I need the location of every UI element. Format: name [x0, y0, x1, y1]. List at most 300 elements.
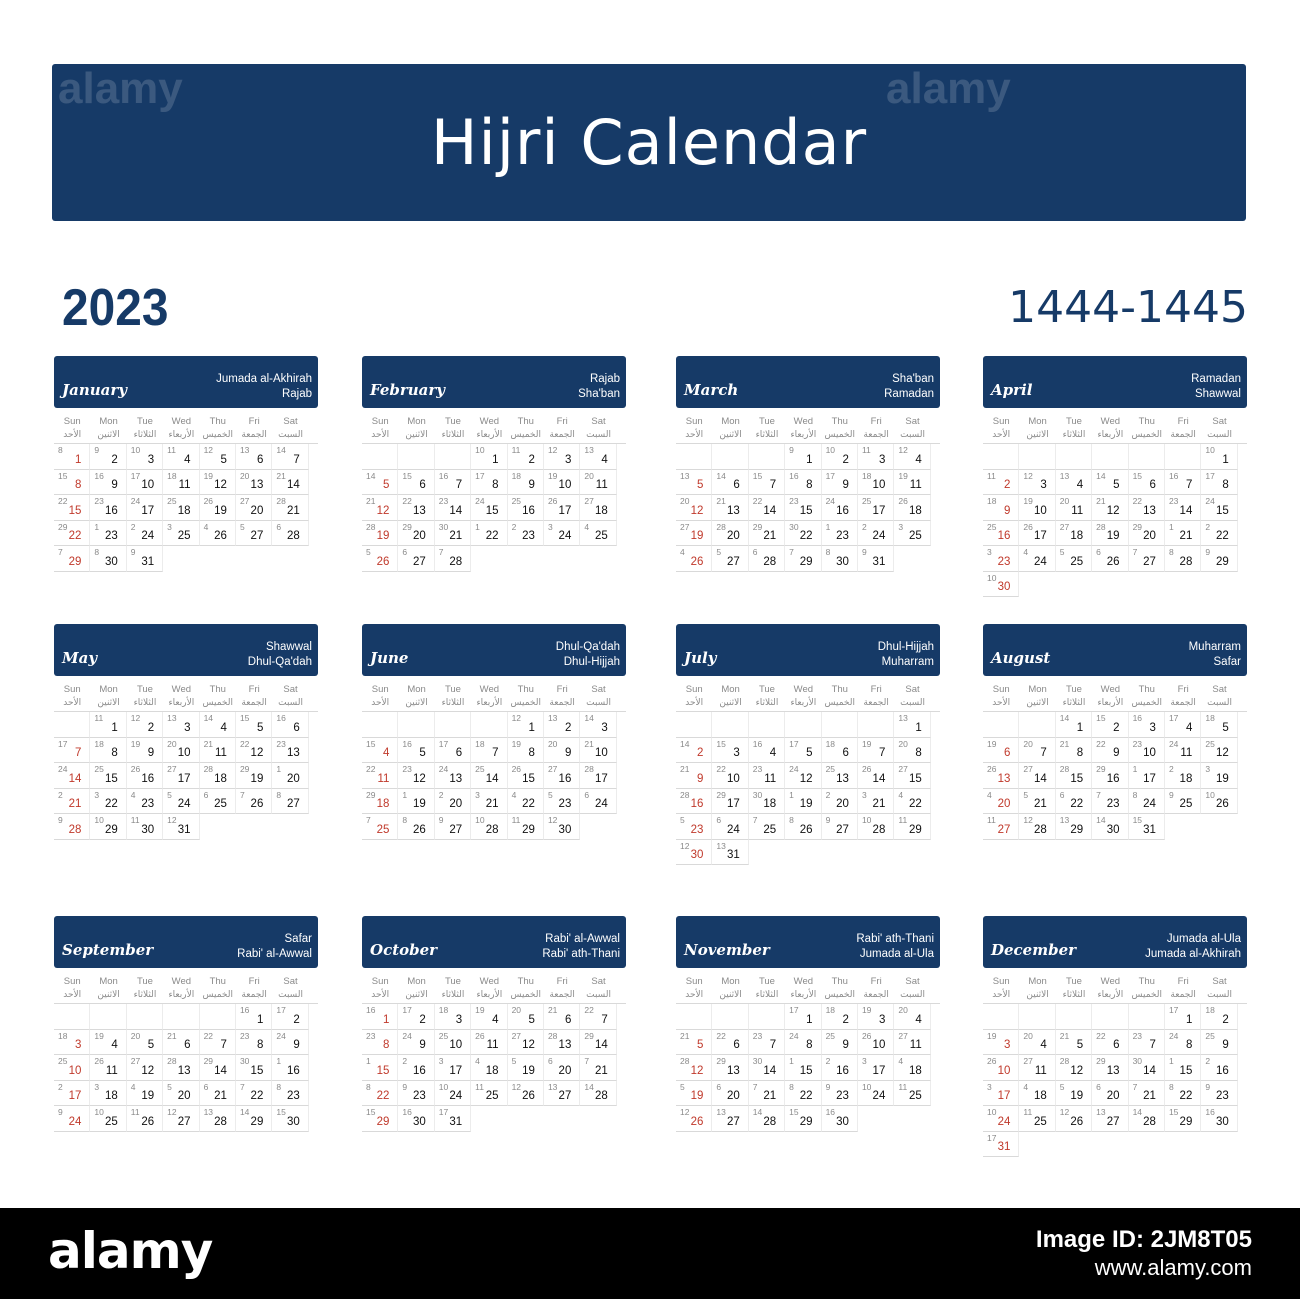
hijri-day-number: 13 — [547, 713, 558, 723]
hijri-day-number: 24 — [1168, 738, 1179, 749]
title-banner — [52, 64, 1246, 221]
hijri-day-number: 3 — [547, 521, 553, 532]
hijri-day-number: 28 — [680, 1056, 690, 1066]
hijri-day-number: 25 — [825, 1030, 836, 1041]
hijri-day-number: 3 — [861, 789, 867, 800]
day-cell — [90, 495, 126, 521]
weekday-label-arabic: السبت — [1207, 698, 1232, 708]
gregorian-day-number: 13 — [412, 504, 426, 517]
gregorian-day-number: 1 — [256, 1013, 264, 1026]
weekday-label-arabic: الأحد — [992, 430, 1011, 440]
month-header — [983, 916, 1247, 968]
hijri-month-names — [248, 640, 312, 670]
hijri-day-number: 20 — [130, 1030, 141, 1041]
hijri-day-number: 3 — [987, 547, 992, 557]
day-cell — [398, 1030, 434, 1056]
weekday-label-arabic: الخميس — [510, 698, 541, 708]
day-cell — [236, 789, 272, 815]
hijri-day-number: 22 — [584, 1005, 594, 1015]
day-cell — [272, 789, 308, 815]
day-cell — [1165, 470, 1201, 496]
hijri-day-number: 27 — [547, 764, 558, 774]
weekday-label-arabic: السبت — [900, 990, 925, 1000]
day-cell — [508, 495, 544, 521]
gregorian-day-number: 13 — [558, 1039, 572, 1051]
empty-day-cell — [858, 712, 894, 738]
gregorian-day-number: 22 — [68, 530, 82, 542]
month-july — [676, 624, 940, 865]
weekday-label: Sat — [905, 684, 920, 695]
weekday-label-arabic: السبت — [1207, 430, 1232, 440]
weekday-label-arabic: الجمعة — [549, 990, 575, 1000]
gregorian-day-number: 11 — [909, 479, 922, 491]
gregorian-day-number: 11 — [105, 1064, 118, 1077]
hijri-day-number: 8 — [366, 1081, 371, 1092]
gregorian-day-number: 11 — [1180, 747, 1193, 759]
day-cell — [54, 495, 90, 521]
day-cell — [894, 1004, 930, 1030]
hijri-day-number: 16 — [825, 1107, 836, 1117]
day-cell — [54, 1081, 90, 1107]
hijri-day-number: 14 — [203, 713, 214, 723]
weekday-label-arabic: الأحد — [992, 990, 1011, 1000]
weekday-header-arabic — [362, 695, 626, 712]
gregorian-day-number: 29 — [1179, 1115, 1193, 1128]
gregorian-day-number: 26 — [690, 1115, 704, 1128]
day-cell — [580, 495, 616, 521]
weekday-label: Sat — [905, 416, 920, 427]
day-cell — [435, 738, 471, 764]
gregorian-day-number: 3 — [1003, 1039, 1011, 1051]
day-cell — [398, 789, 434, 815]
weekday-label: Wed — [479, 684, 500, 695]
day-cell — [1165, 1004, 1201, 1030]
hijri-day-number: 22 — [752, 496, 763, 506]
hijri-month-name: Safar — [1213, 656, 1241, 668]
gregorian-day-number: 23 — [690, 823, 704, 836]
day-cell — [1056, 1030, 1092, 1056]
gregorian-day-number: 23 — [104, 530, 118, 542]
weekday-label-arabic: الثلاثاء — [441, 430, 465, 440]
hijri-day-number: 24 — [402, 1030, 412, 1041]
hijri-day-number: 9 — [130, 547, 136, 557]
hijri-day-number: 4 — [898, 789, 904, 800]
day-cell — [1129, 814, 1165, 840]
day-cell — [1092, 1055, 1128, 1081]
gregorian-day-number: 16 — [141, 772, 155, 785]
hijri-day-number: 15 — [752, 470, 763, 481]
gregorian-day-number: 2 — [528, 453, 535, 466]
hijri-day-number: 4 — [584, 521, 590, 532]
day-cell — [822, 1081, 858, 1107]
gregorian-day-number: 4 — [915, 1013, 922, 1026]
hijri-day-number: 12 — [680, 840, 690, 851]
day-cell — [362, 1081, 398, 1107]
day-cell — [1092, 1081, 1128, 1107]
hijri-day-number: 25 — [511, 496, 522, 506]
hijri-day-number: 30 — [752, 1056, 763, 1066]
weekday-label-arabic: الاثنين — [1026, 430, 1049, 440]
weekday-label-arabic: الجمعة — [1170, 990, 1196, 1000]
hijri-month-names — [216, 372, 312, 402]
gregorian-day-number: 22 — [1215, 530, 1229, 542]
empty-day-cell — [362, 712, 398, 738]
hijri-day-number: 26 — [861, 1030, 872, 1041]
day-cell — [580, 1081, 616, 1107]
gregorian-day-number: 29 — [250, 1115, 264, 1128]
gregorian-day-number: 1 — [528, 721, 535, 734]
day-cell — [1056, 738, 1092, 764]
hijri-day-number: 3 — [167, 521, 172, 532]
day-cell — [127, 738, 163, 764]
day-cell — [1092, 1030, 1128, 1056]
day-cell — [785, 789, 821, 815]
empty-day-cell — [398, 444, 434, 470]
day-cell — [858, 495, 894, 521]
gregorian-day-number: 24 — [594, 798, 608, 810]
gregorian-day-number: 11 — [178, 479, 191, 491]
gregorian-day-number: 23 — [522, 530, 535, 542]
day-cell — [435, 1030, 471, 1056]
hijri-day-number: 20 — [511, 1005, 522, 1015]
day-cell — [435, 495, 471, 521]
day-cell — [200, 470, 236, 496]
empty-day-cell — [712, 444, 748, 470]
hijri-day-number: 7 — [752, 1081, 758, 1092]
hijri-day-number: 23 — [94, 496, 104, 506]
weekday-label-arabic: الثلاثاء — [133, 990, 157, 1000]
gregorian-day-number: 27 — [177, 1115, 191, 1128]
day-cell — [749, 1106, 785, 1132]
hijri-day-number: 16 — [752, 738, 763, 749]
watermark: alamy — [58, 64, 183, 113]
weekday-label-arabic: الثلاثاء — [441, 698, 465, 708]
hijri-month-name: Rabi' al-Awwal — [545, 933, 620, 945]
gregorian-day-number: 17 — [872, 504, 886, 517]
day-cell — [54, 738, 90, 764]
hijri-month-name: Dhul-Qa'dah — [247, 656, 312, 668]
hijri-day-number: 18 — [825, 738, 836, 749]
hijri-day-number: 5 — [716, 547, 722, 557]
weekday-label: Sat — [283, 976, 298, 987]
day-cell — [822, 814, 858, 840]
hijri-day-number: 30 — [1132, 1056, 1143, 1066]
weekday-label: Tue — [136, 684, 153, 695]
gregorian-day-number: 3 — [147, 453, 155, 466]
weekday-label-arabic: الاثنين — [719, 698, 742, 708]
hijri-day-number: 29 — [366, 789, 376, 800]
day-cell — [236, 1004, 272, 1030]
gregorian-day-number: 12 — [376, 504, 390, 517]
day-cell — [1092, 738, 1128, 764]
hijri-day-number: 27 — [898, 1030, 908, 1041]
day-cell — [398, 1004, 434, 1030]
weekday-label-arabic: الاثنين — [1026, 990, 1049, 1000]
gregorian-day-number: 16 — [1106, 772, 1120, 785]
weekday-label-arabic: الاثنين — [97, 698, 120, 708]
gregorian-day-number: 4 — [769, 747, 777, 759]
gregorian-day-number: 26 — [799, 823, 813, 836]
day-cell — [163, 789, 199, 815]
hijri-day-number: 20 — [1059, 496, 1070, 506]
weekday-label: Sun — [63, 976, 81, 987]
gregorian-day-number: 11 — [909, 1039, 922, 1051]
day-grid — [362, 712, 626, 840]
hijri-years: 1444-1445 — [1008, 282, 1248, 333]
gregorian-day-number: 15 — [799, 504, 813, 517]
day-cell — [1019, 546, 1055, 572]
empty-day-cell — [676, 712, 712, 738]
month-name: September — [62, 941, 154, 959]
hijri-day-number: 17 — [789, 1005, 799, 1015]
day-cell — [236, 1106, 272, 1132]
hijri-day-number: 28 — [584, 764, 594, 774]
hijri-day-number: 6 — [716, 815, 722, 825]
day-cell — [163, 521, 199, 547]
gregorian-day-number: 6 — [564, 1013, 572, 1026]
hijri-day-number: 16 — [789, 470, 799, 481]
gregorian-day-number: 10 — [872, 1039, 886, 1051]
day-cell — [749, 814, 785, 840]
weekday-label-arabic: الثلاثاء — [755, 698, 779, 708]
day-cell — [127, 789, 163, 815]
gregorian-day-number: 4 — [220, 721, 227, 734]
day-cell — [1201, 763, 1237, 789]
gregorian-day-number: 2 — [293, 1013, 300, 1026]
gregorian-day-number: 28 — [872, 823, 886, 836]
gregorian-day-number: 25 — [1033, 1115, 1047, 1128]
gregorian-day-number: 11 — [764, 772, 777, 785]
weekday-label-arabic: السبت — [900, 698, 925, 708]
gregorian-day-number: 5 — [220, 453, 227, 466]
weekday-label: Tue — [758, 684, 775, 695]
day-cell — [508, 738, 544, 764]
gregorian-day-number: 10 — [594, 747, 608, 759]
hijri-day-number: 8 — [1168, 547, 1174, 557]
day-cell — [1056, 712, 1092, 738]
day-cell — [163, 712, 199, 738]
hijri-day-number: 25 — [1205, 1030, 1215, 1041]
day-cell — [858, 470, 894, 496]
hijri-day-number: 11 — [898, 815, 908, 825]
hijri-day-number: 29 — [584, 1030, 594, 1041]
day-cell — [822, 546, 858, 572]
weekday-label-arabic: الأحد — [992, 698, 1011, 708]
day-cell — [398, 763, 434, 789]
weekday-label-arabic: الجمعة — [241, 990, 267, 1000]
hijri-day-number: 20 — [1023, 738, 1033, 749]
gregorian-day-number: 29 — [104, 823, 118, 836]
empty-day-cell — [163, 1004, 199, 1030]
gregorian-day-number: 16 — [836, 504, 849, 517]
hijri-day-number: 1 — [1168, 521, 1174, 532]
hijri-day-number: 26 — [130, 764, 141, 774]
weekday-label-arabic: السبت — [278, 430, 303, 440]
day-cell — [127, 521, 163, 547]
day-cell — [1019, 738, 1055, 764]
hijri-day-number: 2 — [58, 789, 63, 800]
hijri-day-number: 17 — [475, 470, 485, 481]
hijri-day-number: 23 — [239, 1030, 250, 1041]
day-cell — [200, 738, 236, 764]
hijri-day-number: 6 — [1059, 789, 1065, 800]
gregorian-day-number: 7 — [601, 1013, 608, 1026]
day-cell — [858, 546, 894, 572]
gregorian-day-number: 22 — [104, 798, 118, 810]
day-cell — [272, 763, 308, 789]
gregorian-day-number: 25 — [177, 530, 191, 542]
watermark: alamy — [886, 64, 1011, 113]
day-cell — [894, 738, 930, 764]
hijri-day-number: 19 — [987, 738, 997, 749]
gregorian-day-number: 25 — [214, 798, 227, 810]
hijri-day-number: 8 — [789, 815, 794, 825]
gregorian-day-number: 18 — [594, 504, 608, 517]
gregorian-day-number: 16 — [286, 1064, 300, 1077]
hijri-day-number: 30 — [239, 1056, 250, 1066]
hijri-day-number: 1 — [825, 521, 831, 532]
gregorian-day-number: 12 — [1070, 1064, 1084, 1077]
gregorian-day-number: 23 — [412, 1090, 426, 1102]
gregorian-day-number: 5 — [1076, 1039, 1084, 1051]
hijri-day-number: 17 — [825, 470, 836, 481]
hijri-day-number: 21 — [1059, 738, 1070, 749]
weekday-label: Fri — [1177, 684, 1189, 695]
gregorian-day-number: 21 — [449, 530, 463, 542]
gregorian-day-number: 22 — [799, 1090, 813, 1102]
gregorian-day-number: 10 — [1143, 747, 1156, 759]
hijri-day-number: 16 — [402, 1107, 412, 1117]
day-cell — [1201, 738, 1237, 764]
gregorian-day-number: 15 — [799, 1064, 813, 1077]
gregorian-day-number: 9 — [293, 1039, 300, 1051]
hijri-day-number: 10 — [987, 572, 997, 583]
hijri-day-number: 6 — [1096, 547, 1101, 557]
weekday-label: Sun — [371, 416, 389, 427]
hijri-day-number: 13 — [898, 713, 908, 723]
hijri-day-number: 24 — [475, 496, 485, 506]
gregorian-day-number: 19 — [214, 504, 227, 517]
day-cell — [822, 738, 858, 764]
day-cell — [1129, 470, 1165, 496]
hijri-day-number: 15 — [789, 1107, 799, 1117]
month-name: February — [370, 381, 446, 399]
gregorian-day-number: 9 — [1113, 747, 1120, 759]
gregorian-day-number: 9 — [111, 479, 118, 491]
gregorian-day-number: 21 — [1143, 1090, 1156, 1102]
gregorian-day-number: 27 — [286, 798, 300, 810]
hijri-day-number: 8 — [276, 1081, 282, 1092]
hijri-day-number: 17 — [402, 1005, 412, 1015]
gregorian-day-number: 3 — [1149, 721, 1156, 734]
weekday-label-arabic: الثلاثاء — [755, 990, 779, 1000]
day-cell — [983, 1132, 1019, 1158]
weekday-label: Tue — [1065, 684, 1082, 695]
weekday-label-arabic: الأربعاء — [1097, 990, 1124, 1000]
hijri-day-number: 6 — [584, 789, 590, 800]
month-november — [676, 916, 940, 1132]
gregorian-day-number: 9 — [419, 1039, 426, 1051]
day-grid — [676, 712, 940, 865]
day-grid — [983, 712, 1247, 840]
hijri-day-number: 19 — [987, 1030, 997, 1041]
gregorian-day-number: 27 — [726, 1115, 740, 1128]
hijri-day-number: 25 — [861, 496, 872, 506]
weekday-header — [983, 416, 1247, 427]
gregorian-day-number: 7 — [74, 747, 82, 759]
day-cell — [712, 1055, 748, 1081]
weekday-label: Sat — [905, 976, 920, 987]
hijri-day-number: 7 — [752, 815, 758, 825]
hijri-day-number: 14 — [1059, 713, 1070, 723]
day-grid — [362, 444, 626, 572]
gregorian-day-number: 18 — [376, 798, 390, 810]
day-cell — [1019, 789, 1055, 815]
hijri-day-number: 2 — [825, 789, 831, 800]
day-cell — [435, 1081, 471, 1107]
gregorian-day-number: 27 — [1143, 555, 1156, 568]
day-cell — [471, 1055, 507, 1081]
gregorian-day-number: 2 — [419, 1013, 426, 1026]
hijri-month-name: Jumada al-Ula — [859, 948, 934, 960]
day-cell — [90, 763, 126, 789]
gregorian-day-number: 7 — [293, 453, 300, 466]
hijri-day-number: 10 — [1205, 445, 1215, 455]
hijri-day-number: 5 — [366, 547, 371, 557]
gregorian-day-number: 7 — [769, 1039, 777, 1051]
day-cell — [1056, 495, 1092, 521]
day-cell — [544, 1004, 580, 1030]
gregorian-day-number: 13 — [286, 747, 300, 759]
gregorian-day-number: 12 — [1215, 747, 1229, 759]
day-cell — [54, 1106, 90, 1132]
hijri-day-number: 15 — [366, 1107, 376, 1117]
day-cell — [1092, 763, 1128, 789]
hijri-day-number: 14 — [680, 738, 690, 749]
gregorian-day-number: 23 — [1215, 1090, 1229, 1102]
hijri-day-number: 9 — [861, 547, 867, 557]
gregorian-day-number: 13 — [836, 772, 849, 785]
hijri-day-number: 27 — [511, 1030, 522, 1041]
hijri-day-number: 11 — [1023, 1107, 1033, 1117]
hijri-day-number: 14 — [584, 713, 594, 723]
weekday-header — [676, 416, 940, 427]
day-cell — [508, 1004, 544, 1030]
gregorian-day-number: 25 — [908, 1090, 922, 1102]
gregorian-day-number: 2 — [1113, 721, 1120, 734]
hijri-day-number: 27 — [130, 1056, 141, 1066]
gregorian-day-number: 3 — [455, 1013, 463, 1026]
weekday-label: Wed — [793, 976, 814, 987]
hijri-day-number: 25 — [825, 764, 836, 774]
gregorian-day-number: 20 — [558, 1064, 572, 1077]
gregorian-day-number: 16 — [1215, 1064, 1229, 1077]
day-cell — [894, 521, 930, 547]
weekday-label-arabic: الاثنين — [719, 430, 742, 440]
day-cell — [858, 1055, 894, 1081]
hijri-day-number: 10 — [475, 815, 485, 825]
day-cell — [1092, 470, 1128, 496]
day-cell — [272, 1106, 308, 1132]
hijri-day-number: 22 — [366, 764, 376, 774]
gregorian-day-number: 10 — [997, 1064, 1011, 1077]
hijri-day-number: 2 — [1168, 764, 1174, 774]
hijri-day-number: 16 — [276, 713, 286, 723]
hijri-day-number: 29 — [716, 789, 726, 800]
gregorian-day-number: 13 — [177, 1064, 191, 1077]
day-cell — [712, 840, 748, 866]
hijri-day-number: 16 — [438, 470, 449, 481]
